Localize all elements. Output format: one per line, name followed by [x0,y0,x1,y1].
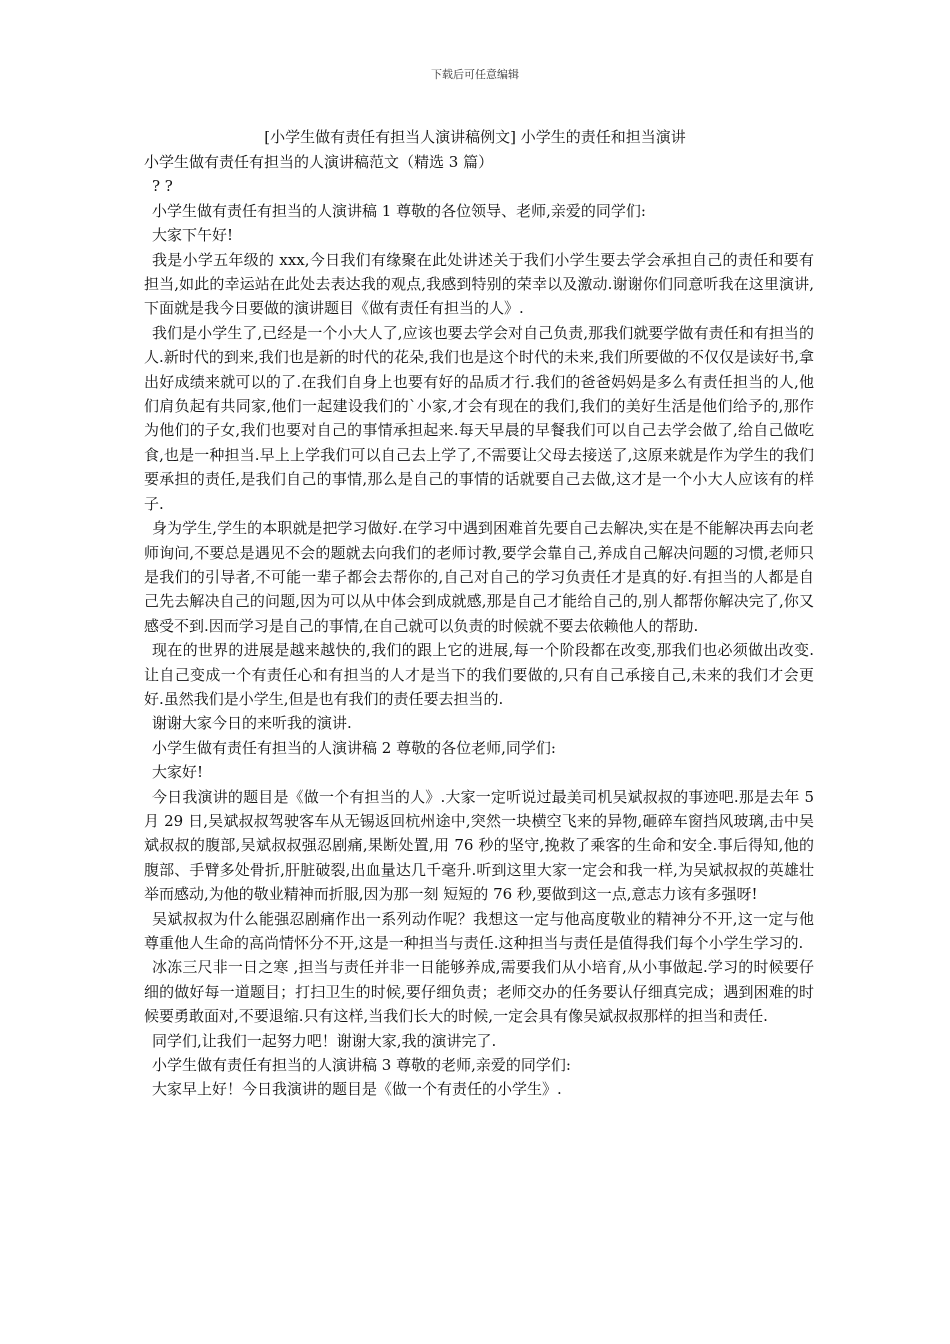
paragraph: 大家早上好！今日我演讲的题目是《做一个有责任的小学生》. [152,1080,562,1099]
paragraph: 谢谢大家今日的来听我的演讲. [152,714,352,733]
paragraph: 小学生做有责任有担当的人演讲稿 3 尊敬的老师,亲爱的同学们: [152,1056,571,1075]
header-note: 下载后可任意编辑 [431,68,519,81]
document-body [144,150,814,1102]
page-title: [小学生做有责任有担当人演讲稿例文] 小学生的责任和担当演讲 [264,128,686,146]
paragraph: 我们是小学生了,已经是一个小大人了,应该也要去学会对自己负责,那我们就要学做有责任和有担当的人.新时代的到来,我们也是新的时代的花朵,我们也是这个时代的未来,我们所要做的不仅仅是读好书,拿出好成绩来就可以的了.在我们自身上也要有好的品质才行.我们的爸爸妈妈是多么有责任担当的人,他们肩负起有共同家,他们一起建设我们的`小家,才会有现在的我们,我们的美好生活是他们给予的,那作为他们的子女,我们也要对自己的事情承担起来.每天早晨的早餐我们可以自己去学会做了,给自己做吃食,也是一种担当.早上上学我们可以自己去上学了,不需要让父母去接送了,这原来就是作为学生的我们要承担的责任,是我们自己的事情,那么是自己的事情的话就要自己去做,这才是一个小大人应该有的样子. [144,323,814,513]
paragraph: 冰冻三尺非一日之寒 ,担当与责任并非一日能够养成,需要我们从小培育,从小事做起.学习的时候要仔细的做好每一道题目；打扫卫生的时候,要仔细负责；老师交办的任务要认仔细真完成；遇到困难的时候要勇敢面对,不要退缩.只有这样,当我们长大的时候,一定会具有像吴斌叔叔那样的担当和责任. [144,958,814,1026]
paragraph: 大家好! [152,763,204,782]
paragraph: 小学生做有责任有担当的人演讲稿 1 尊敬的各位领导、老师,亲爱的同学们: [152,201,646,220]
paragraph: 今日我演讲的题目是《做一个有担当的人》.大家一定听说过最美司机吴斌叔叔的事迹吧.那是去年 5 月 29 日,吴斌叔叔驾驶客车从无锡返回杭州途中,突然一块横空飞来的异物,砸碎车窗挡风玻璃,击中吴斌叔叔的腹部,吴斌叔叔强忍剧痛,果断处置,用 76 秒的坚守,挽救了乘客的生命和安全.事后得知,他的腹部、手臂多处骨折,肝脏破裂,出血量达几千毫升.听到这里大家一定会和我一样,为吴斌叔叔的英雄壮举而感动,为他的敬业精神而折服,因为那一刻 短短的 76 秒,要做到这一点,意志力该有多强呀! [144,787,814,904]
paragraph: 吴斌叔叔为什么能强忍剧痛作出一系列动作呢？我想这一定与他高度敬业的精神分不开,这一定与他尊重他人生命的高尚情怀分不开,这是一种担当与责任.这种担当与责任是值得我们每个小学生学习的. [144,909,814,952]
paragraph: 身为学生,学生的本职就是把学习做好.在学习中遇到困难首先要自己去解决,实在是不能解决再去向老师询问,不要总是遇见不会的题就去向我们的老师讨教,要学会靠自己,养成自己解决问题的习惯,老师只是我们的引导者,不可能一辈子都会去帮你的,自己对自己的学习负责任才是真的好.有担当的人都是自己先去解决自己的问题,因为可以从中体会到成就感,那是自己才能给自己的,别人都帮你解决完了,你又感受不到.因而学习是自己的事情,在自己就可以负责的时候就不要去依赖他人的帮助. [144,519,814,635]
paragraph: ? ? [152,177,173,196]
paragraph: 现在的世界的进展是越来越快的,我们的跟上它的进展,每一个阶段都在改变,那我们也必须做出改变.让自己变成一个有责任心和有担当的人才是当下的我们要做的,只有自己承接自己,未来的我们才会更好.虽然我们是小学生,但是也有我们的责任要去担当的. [144,641,814,708]
paragraph: 同学们,让我们一起努力吧！谢谢大家,我的演讲完了. [152,1031,497,1050]
paragraph: 小学生做有责任有担当的人演讲稿 2 尊敬的各位老师,同学们: [152,738,556,757]
paragraph: 大家下午好! [152,226,234,245]
paragraph: 我是小学五年级的 xxx,今日我们有缘聚在此处讲述关于我们小学生要去学会承担自己的责任和要有担当,如此的幸运站在此处去表达我的观点,我感到特别的荣幸以及激动.谢谢你们同意听我在这里演讲,下面就是我今日要做的演讲题目《做有责任有担当的人》. [144,250,814,318]
document-subtitle: 小学生做有责任有担当的人演讲稿范文（精选 3 篇） [144,153,494,171]
